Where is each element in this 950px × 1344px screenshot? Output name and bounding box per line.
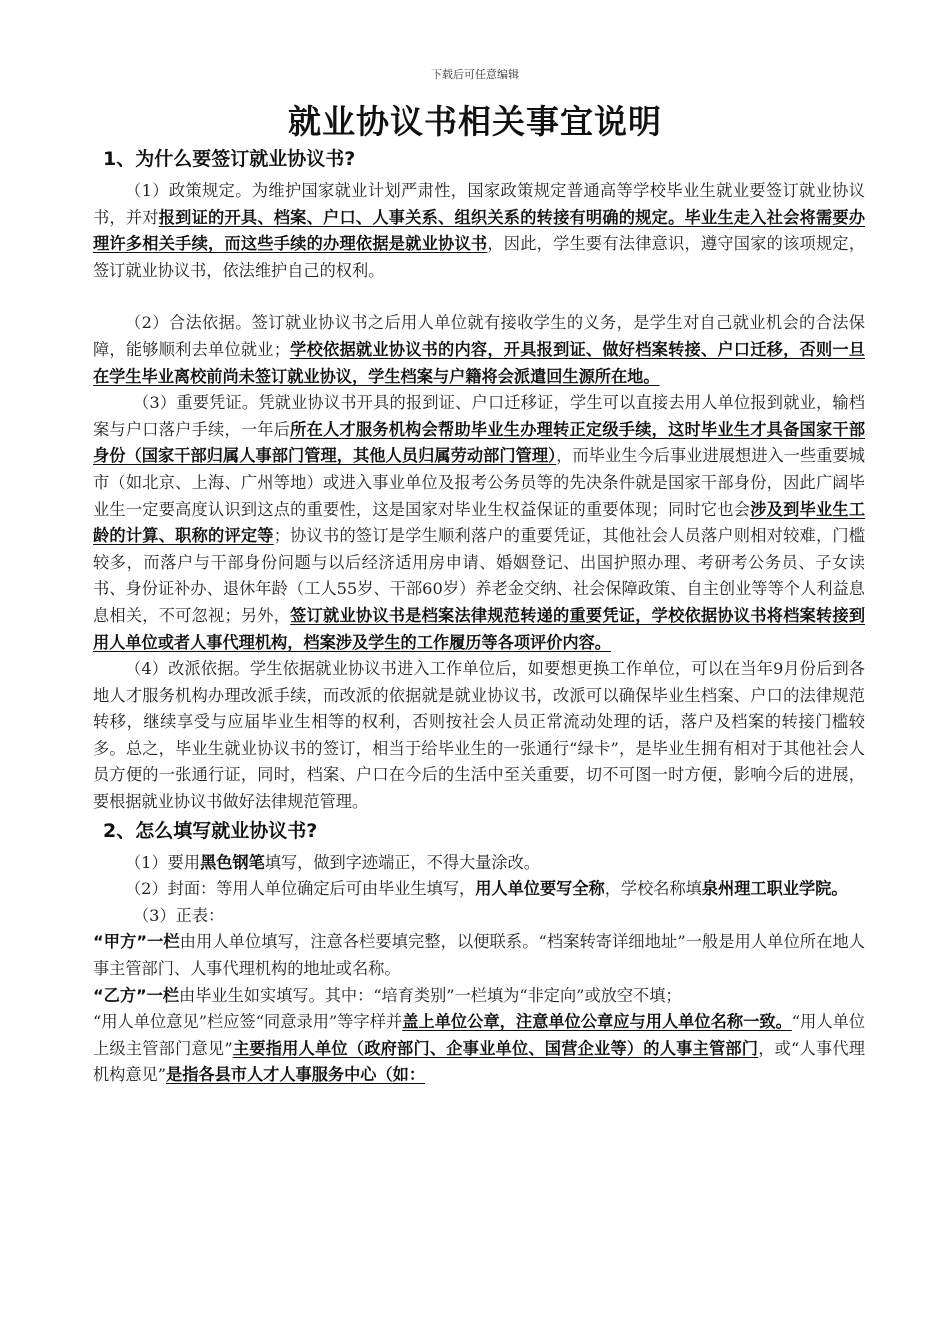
header-note: 下载后可任意编辑 bbox=[431, 68, 519, 81]
emphasis-text: “乙方”一栏 bbox=[93, 985, 180, 1005]
paragraph-certificate bbox=[93, 390, 865, 656]
paragraph-policy bbox=[93, 178, 865, 284]
emphasis-text: 黑色钢笔 bbox=[200, 852, 265, 872]
emphasis-text: 签订就业协议书是档案法律规范转递的重要凭证，学校依据协议书将档案转接到用人单位或者人事代理机构，档案涉及学生的工作履历等各项评价内容。 bbox=[93, 605, 866, 652]
paragraph-reassignment: （4）改派依据。学生依据就业协议书进入工作单位后，如要想更换工作单位，可以在当年9月份后到各地人才服务机构办理改派手续，而改派的依据就是就业协议书，改派可以确保毕业生档案、户口的法律规范转移，继续享受与应届毕业生相等的权利，否则按社会人员正常流动处理的话，落户及档案的转接门槛较多。总之，毕业生就业协议书的签订，相当于给毕业生的一张通行“绿卡”，是毕业生拥有相对于其他社会人员方便的一张通行证，同时，档案、户口在今后的生活中至关重要，切不可图一时方便，影响今后的进展，要根据就业协议书做好法律规范管理。 bbox=[93, 659, 865, 812]
text: 填写，做到字迹端正，不得大量涂改。 bbox=[264, 852, 540, 872]
document-title: 就业协议书相关事宜说明 bbox=[288, 102, 662, 141]
section-1-heading: 1、为什么要签订就业协议书? bbox=[103, 148, 356, 170]
paragraph-pen bbox=[93, 850, 865, 877]
emphasis-text: 主要指用人单位（政府部门、企事业单位、国营企业等）的人事主管部门 bbox=[232, 1038, 759, 1058]
emphasis-text: 学校依据就业协议书的内容，开具报到证、做好档案转接、户口迁移，否则一旦在学生毕业离校前尚未签订就业协议，学生档案与户籍将会派遣回生源所在地。 bbox=[93, 339, 866, 386]
text: （2）封面：等用人单位确定后可由毕业生填写， bbox=[125, 879, 476, 899]
paragraph-party-a bbox=[93, 929, 865, 982]
emphasis-text: 涉及到毕业生工龄的计算、职称的评定等 bbox=[93, 499, 866, 546]
document-body bbox=[93, 146, 865, 1089]
text: ，学校名称填 bbox=[604, 879, 702, 899]
emphasis-text: 用人单位要写全称 bbox=[475, 879, 605, 899]
text: （3）重要凭证。凭就业协议书开具的报到证、户口迁移证，学生可以直接去用人单位报到就业，输档案与户口落户手续，一年后 bbox=[93, 393, 865, 439]
paragraph-gap bbox=[93, 284, 865, 310]
text: （2）合法依据。签订就业协议书之后用人单位就有接收学生的义务，是学生对自己就业机会的合法保障，能够顺利去单位就业； bbox=[93, 313, 865, 359]
emphasis-text: 盖上单位公章，注意单位公章应与用人单位名称一致。 bbox=[402, 1012, 792, 1032]
text: 由用人单位填写，注意各栏要填完整，以便联系。“档案转寄详细地址”一般是用人单位所在地人事主管部门、人事代理机构的地址或名称。 bbox=[93, 932, 865, 979]
text: （1）要用 bbox=[125, 852, 201, 872]
text: 由毕业生如实填写。其中：“培育类别”一栏填为“非定向”或放空不填； bbox=[179, 985, 682, 1005]
section-2-heading: 2、怎么填写就业协议书? bbox=[103, 819, 318, 842]
text: ；协议书的签订是学生顺利落户的重要凭证，其他社会人员落户则相对较难，门槛较多，而落户与干部身份问题与以后经济适用房申请、婚姻登记、出国护照办理、考研考公务员、子女读书、身份证补办、退休年龄（工人55岁、干部60岁）养老金交纳、社会保障政策、自主创业等等个人利益息息相关，不可忽视；另外， bbox=[93, 526, 866, 625]
text: ，或“人事代理机构意见” bbox=[93, 1038, 865, 1085]
paragraph-main-form: （3）正表： bbox=[133, 905, 225, 925]
emphasis-text: 泉州理工职业学院。 bbox=[701, 879, 848, 899]
emphasis-text: 所在人才服务机构会帮助毕业生办理转正定级手续，这时毕业生才具备国家干部身份（国家干部归属人事部门管理，其他人员归属劳动部门管理） bbox=[93, 419, 866, 466]
text: ，因此，学生要有法律意识，遵守国家的该项规定，签订就业协议书，依法维护自己的权利。 bbox=[93, 234, 866, 280]
text: “用人单位上级主管部门意见” bbox=[93, 1012, 865, 1058]
emphasis-text: 是指各县市人才人事服务中心（如： bbox=[166, 1065, 426, 1085]
text: ，而毕业生今后事业进展想进入一些重要城市（如北京、上海、广州等地）或进入事业单位及报考公务员等的先决条件就是国家干部身份，因此广阔毕业生一定要高度认识到这点的重要性，这是国家对毕业生权益保证的重要体现；同时它也会 bbox=[93, 446, 865, 519]
emphasis-text: 报到证的开具、档案、户口、人事关系、组织关系的转接有明确的规定。毕业生走入社会将需要办理许多相关手续，而这些手续的办理依据是就业协议书 bbox=[93, 207, 866, 254]
text: （1）政策规定。为维护国家就业计划严肃性，国家政策规定普通高等学校毕业生就业要签订就业协议书，并对 bbox=[93, 181, 865, 227]
paragraph-employer-opinion bbox=[93, 1009, 865, 1089]
paragraph-party-b bbox=[93, 983, 865, 1010]
text: “用人单位意见”栏应签“同意录用”等字样并 bbox=[93, 1012, 403, 1032]
paragraph-legal-basis bbox=[93, 310, 865, 390]
paragraph-cover bbox=[93, 876, 865, 903]
emphasis-text: “甲方”一栏 bbox=[93, 932, 180, 952]
